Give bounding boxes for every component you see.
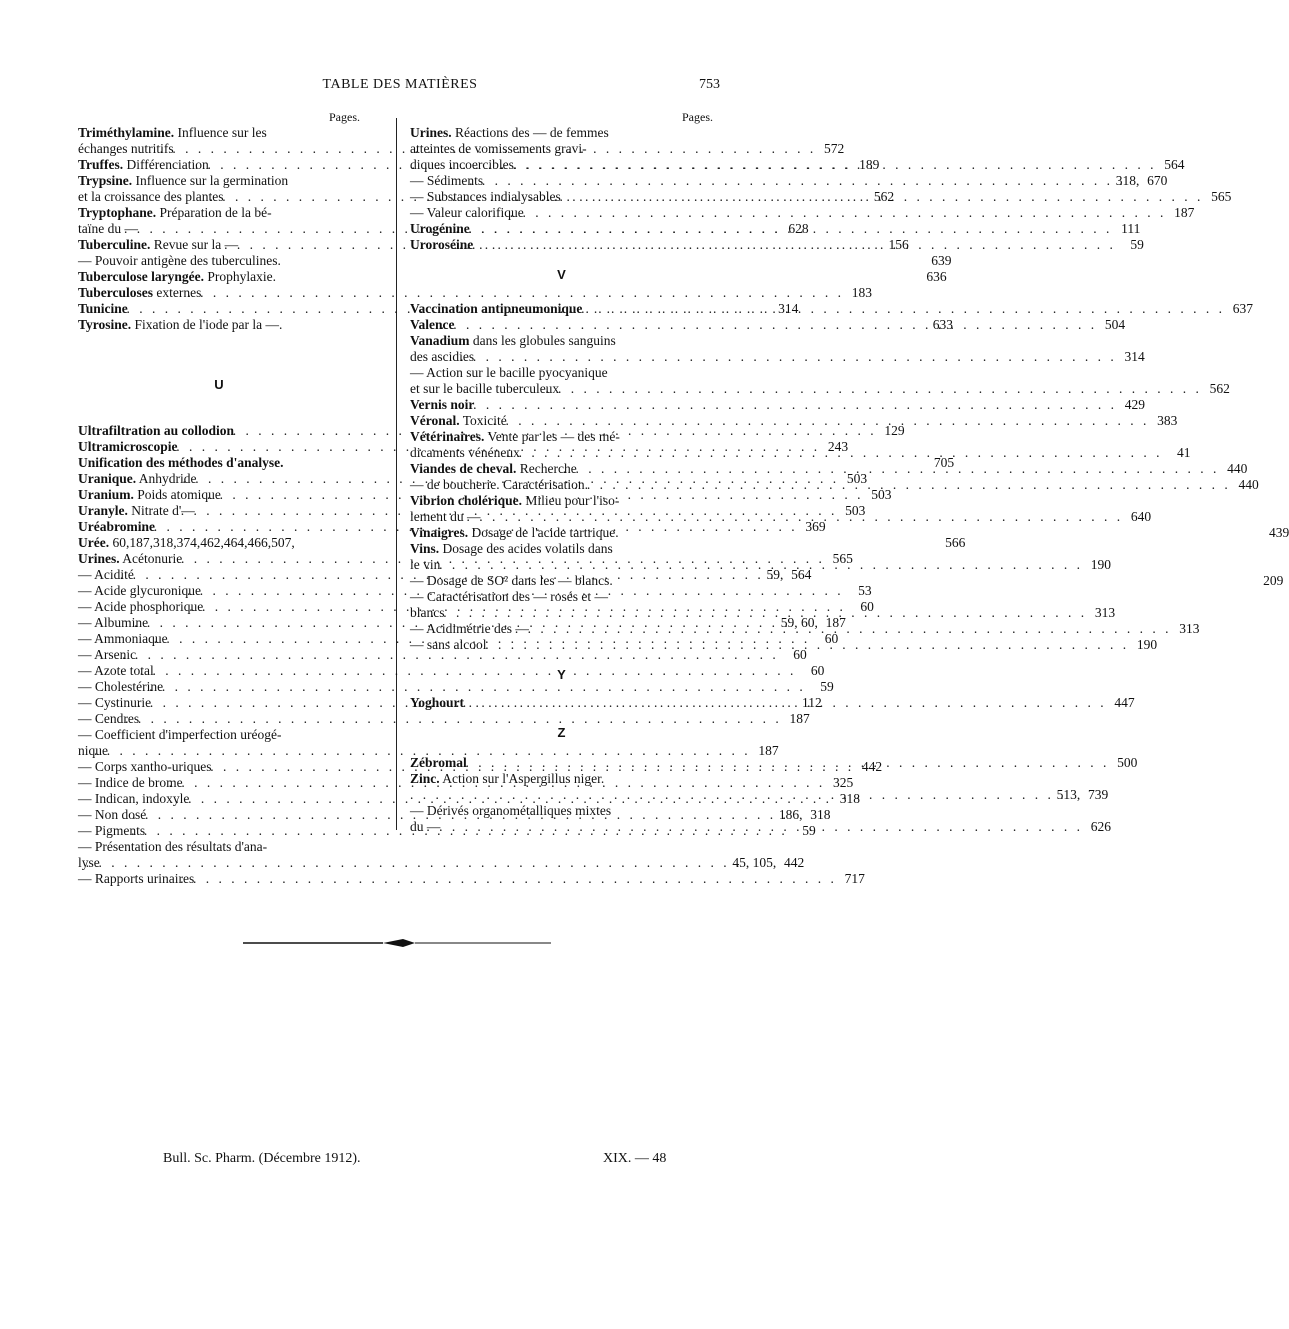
entry-line (410, 413, 1178, 429)
entry-text (78, 535, 295, 551)
entry-page-number: 313 (1094, 605, 1116, 620)
entry-subtext: Influence sur les (174, 125, 267, 140)
entry-text (78, 125, 267, 141)
entry-page-refs: 513, (1056, 787, 1081, 802)
entry-page-number: 187 (758, 743, 779, 758)
entry-page-number: 183 (851, 285, 873, 300)
entry-text (78, 237, 239, 253)
entry-subtext: Anhydride (136, 471, 197, 486)
entry-headword: Vaccination antipneumonique (410, 301, 583, 316)
entry-headword: Vibrion cholérique. (410, 493, 523, 508)
entry-text (410, 541, 613, 557)
entry-page-refs: 318, (1115, 173, 1140, 188)
entry-page-number: 429 (1124, 397, 1146, 412)
leader-dots (467, 755, 1110, 771)
entry-text (78, 173, 289, 189)
entry-line (410, 803, 713, 819)
entry-page-number: 440 (1227, 461, 1248, 476)
running-title: TABLE DES MATIÈRES (322, 77, 478, 92)
entry-line (410, 205, 1195, 221)
leader-dots (481, 509, 1124, 525)
entry-subtext: Revue sur la — (150, 237, 239, 252)
entry-subtext: — Action sur le bacille pyocyanique (410, 365, 608, 380)
entry-page-number: 705 (933, 455, 955, 470)
entry-page-number: 504 (1104, 317, 1126, 332)
entry-page-number: 564 (791, 567, 812, 582)
entry-subtext: Acétonurie (119, 551, 183, 566)
entry-line (410, 771, 713, 787)
index-entry (78, 253, 952, 269)
entry-subtext: Vente par les — des mé- (484, 429, 620, 444)
entry-line (78, 647, 807, 663)
entry-page-number: 314 (1124, 349, 1145, 364)
entry-subtext: échanges nutritifs (78, 141, 174, 156)
entry-headword: Uroroséine (410, 237, 474, 252)
entry-page-number: 59 (1130, 237, 1144, 252)
leader-dots (520, 445, 1163, 461)
entry-headword: Vanadium (410, 333, 470, 348)
entry-subtext: — Valeur calorifique (410, 205, 524, 220)
leader-dots (473, 237, 1116, 253)
entry-subtext: — Arsenic (78, 647, 137, 662)
entry-text (410, 461, 577, 477)
entry-subtext: Dosage de l'acide tartrique. (468, 525, 619, 540)
entry-page-number: 189 (859, 157, 880, 172)
index-entry (410, 365, 1230, 397)
entry-line (410, 365, 713, 381)
entry-text (410, 493, 620, 509)
entry-text (78, 269, 277, 285)
entry-subtext: — Albumine (78, 615, 149, 630)
entry-line (78, 791, 860, 807)
entry-page-number: 243 (827, 439, 849, 454)
index-entry (78, 269, 947, 285)
entry-line (78, 727, 360, 743)
entry-text (78, 871, 195, 887)
entry-page-number: 670 (1147, 173, 1168, 188)
index-entry (410, 333, 1145, 365)
entry-subtext: — de boucherie. Caractérisation. (410, 477, 589, 492)
leader-dots (529, 621, 1172, 637)
entry-page-number: 369 (805, 519, 826, 534)
entry-headword: Trypsine. (78, 173, 133, 188)
entry-line (410, 141, 713, 157)
pages-label: Pages. (682, 110, 713, 124)
entry-line (410, 381, 1230, 397)
index-entry (78, 839, 805, 871)
entry-page-number: 318 (839, 791, 860, 806)
entry-text (78, 157, 209, 173)
entry-page-number: 637 (1232, 301, 1254, 316)
section-letter-u: U (214, 377, 224, 392)
leader-dots (561, 189, 1204, 205)
entry-line (78, 855, 805, 871)
entry-headword: Tuberculose laryngée. (78, 269, 205, 284)
entry-page-number: 439 (1269, 525, 1289, 540)
entry-line (410, 349, 1145, 365)
entry-subtext: et sur le bacille tuberculeux (410, 381, 560, 396)
entry-line (78, 711, 810, 727)
index-entry (78, 791, 860, 807)
entry-page-number: 633 (932, 317, 954, 332)
entry-headword: Véronal. (410, 413, 460, 428)
section-letter-v: V (557, 267, 566, 282)
entry-subtext: Réactions des — de femmes (451, 125, 609, 140)
entry-headword: Yoghourt (410, 695, 465, 710)
entry-headword: Tryptophane. (78, 205, 157, 220)
entry-page-refs: 45, 105, (732, 855, 777, 870)
entry-subtext: — Sédiments (410, 173, 484, 188)
leader-dots (483, 173, 1126, 189)
entry-text (410, 301, 583, 317)
entry-page-number: 739 (1088, 787, 1109, 802)
entry-headword: Truffes. (78, 157, 124, 172)
leader-dots (470, 221, 1113, 237)
entry-line (78, 269, 947, 285)
entry-line (78, 839, 360, 855)
entry-subtext: blancs (410, 605, 445, 620)
section-letter-z: Z (557, 725, 566, 740)
page-header (80, 77, 720, 97)
entry-subtext: — Caractérisation des — rosés et — (410, 589, 608, 604)
entry-subtext: Recherche (516, 461, 577, 476)
entry-headword: Vernis noir (410, 397, 475, 412)
leader-dots (440, 819, 1083, 835)
entry-subtext: externes (153, 285, 202, 300)
entry-text (78, 205, 272, 221)
entry-line (78, 663, 825, 679)
index-entry (78, 647, 807, 663)
entry-headword: Viandes de cheval. (410, 461, 517, 476)
entry-text (410, 429, 620, 445)
leader-dots (559, 381, 1202, 397)
entry-subtext: — Cystinurie (78, 695, 152, 710)
entry-page-number: 565 (832, 551, 853, 566)
entry-text (410, 333, 616, 349)
entry-headword: Tuberculine. (78, 237, 151, 252)
entry-text (78, 583, 201, 599)
entry-headword: Zinc. (410, 771, 440, 786)
entry-page-number: 318 (810, 807, 831, 822)
entry-subtext: — Non dosé (78, 807, 147, 822)
entry-subtext: diques incoercibles (410, 157, 514, 172)
entry-text (78, 487, 221, 503)
entry-line (78, 285, 873, 301)
entry-subtext: lyse (78, 855, 100, 870)
entry-line (410, 173, 1168, 189)
entry-subtext: dicaments vénéneux (410, 445, 520, 460)
entry-subtext: Nitrate d'— (127, 503, 195, 518)
entry-subtext: — Substances indialysables (410, 189, 561, 204)
entry-subtext: du — (410, 819, 441, 834)
entry-page-number: 187 (789, 711, 810, 726)
entry-subtext: — Coefficient d'imperfection uréogé- (78, 727, 282, 742)
entry-line (410, 589, 713, 605)
entry-headword: Vins. (410, 541, 440, 556)
entry-page-number: 187 (825, 615, 846, 630)
entry-page-number: 636 (926, 269, 947, 284)
entry-page-number: 60 (860, 599, 874, 614)
leader-dots (487, 637, 1130, 653)
leader-dots (582, 301, 1225, 317)
entry-text (410, 589, 608, 605)
entry-subtext: — Indican, indoxyle (78, 791, 190, 806)
entry-page-number: 640 (1130, 509, 1152, 524)
index-entry (78, 711, 810, 727)
entry-subtext: — Cholestérine (78, 679, 164, 694)
entry-page-number: 53 (858, 583, 872, 598)
leader-dots (524, 205, 1167, 221)
entry-headword: Triméthylamine. (78, 125, 175, 140)
entry-text (410, 477, 589, 493)
entry-text (410, 803, 612, 819)
entry-page-number: 60 (793, 647, 807, 662)
entry-headword: Uranium. (78, 487, 134, 502)
entry-line (410, 493, 713, 509)
entry-text (410, 205, 524, 221)
entry-page-number: 626 (1090, 819, 1111, 834)
entry-headword: Unification des méthodes d'analyse. (78, 455, 284, 470)
entry-text (410, 365, 608, 381)
leader-dots (514, 157, 1157, 173)
entry-line (78, 125, 360, 141)
index-entry (410, 205, 1195, 221)
entry-headword: Urogénine (410, 221, 470, 236)
entry-headword: Vinaigres. (410, 525, 469, 540)
entry-page-number: 190 (1090, 557, 1111, 572)
entry-text (410, 525, 619, 541)
entry-page-number: 60 (810, 663, 825, 678)
entry-page-number: 41 (1176, 445, 1191, 460)
entry-page-refs: 59, 60, (780, 615, 818, 630)
entry-headword: Urines. (78, 551, 120, 566)
entry-subtext: — Présentation des résultats d'ana- (78, 839, 268, 854)
entry-page-number: 187 (1174, 205, 1195, 220)
entry-subtext: — Pigments (78, 823, 146, 838)
entry-page-number: 565 (1211, 189, 1232, 204)
entry-page-number: 111 (1121, 221, 1141, 236)
entry-subtext: Action sur l'Aspergillus niger. (439, 771, 605, 786)
entry-subtext: — Azote total (78, 663, 154, 678)
entry-page-number: 566 (945, 535, 966, 550)
entry-subtext: — Dérivés organométalliques mixtes (410, 803, 612, 818)
index-entry (78, 285, 873, 301)
entry-line (78, 253, 952, 269)
entry-text (78, 839, 268, 855)
entry-text (410, 189, 561, 205)
entry-subtext: — Cendres (78, 711, 140, 726)
entry-subtext: taïne du — (78, 221, 138, 236)
entry-text (410, 381, 560, 397)
entry-page-number: 562 (1209, 381, 1230, 396)
entry-text (78, 759, 212, 775)
entry-subtext: — Acidimétrie des — (410, 621, 529, 636)
entry-page-number: 572 (823, 141, 845, 156)
entry-headword: Ultramicroscopie (78, 439, 178, 454)
entry-subtext: des ascidies (410, 349, 475, 364)
entry-text (410, 125, 609, 141)
entry-line (78, 679, 834, 695)
entry-subtext: — Acide glycuronique (78, 583, 201, 598)
entry-page-number: 717 (844, 871, 865, 886)
index-entry (78, 727, 779, 759)
index-entry (78, 663, 825, 679)
leader-dots (474, 349, 1117, 365)
entry-text (78, 317, 283, 333)
section-letter-y: Y (557, 667, 566, 682)
leader-dots (194, 871, 837, 887)
entry-text (78, 253, 281, 269)
entry-subtext: atteintes de vomissements gravi- (410, 141, 587, 156)
entry-line (78, 871, 865, 887)
entry-headword: Zébromal (410, 755, 467, 770)
entry-subtext: — Dosage de SO² dans les — blancs. (410, 573, 613, 588)
entry-page-number: 440 (1238, 477, 1259, 492)
entry-line (78, 205, 360, 221)
leader-dots (100, 855, 743, 871)
ornament-divider (243, 933, 551, 953)
entry-subtext: — Indice de brome (78, 775, 183, 790)
entry-page-number: 112 (802, 695, 822, 710)
pages-label: Pages. (329, 110, 360, 124)
entry-subtext: Poids atomique (133, 487, 221, 502)
entry-text (78, 455, 284, 471)
entry-subtext: Fixation de l'iode par la —. (131, 317, 283, 332)
leader-dots (424, 787, 1067, 803)
index-entry (78, 679, 834, 695)
entry-page-number: 500 (1117, 755, 1138, 770)
entry-text (410, 573, 613, 589)
entry-headword: Uréabromine (78, 519, 155, 534)
entry-text (78, 599, 204, 615)
entry-line (410, 429, 713, 445)
leader-dots (440, 557, 1083, 573)
entry-headword: Urines. (410, 125, 452, 140)
entry-subtext: et la croissance des plantes (78, 189, 224, 204)
entry-page-number: 447 (1114, 695, 1135, 710)
leader-dots (464, 695, 1107, 711)
entry-subtext: dans les globules sanguins (469, 333, 616, 348)
entry-page-number: 129 (884, 423, 905, 438)
leader-dots (445, 605, 1088, 621)
entry-subtext: Différenciation (123, 157, 209, 172)
entry-subtext: — Rapports urinaires (78, 871, 195, 886)
index-entry (410, 413, 1178, 429)
entry-headword: Tuberculoses (78, 285, 154, 300)
entry-page-number: 442 (861, 759, 883, 774)
entry-subtext: lement du — (410, 509, 481, 524)
entry-subtext: — sans alcool (410, 637, 487, 652)
entry-page-number: 209 (1263, 573, 1284, 588)
entry-page-number: 156 (888, 237, 909, 252)
index-entry (78, 871, 865, 887)
entry-subtext: Dosage des acides volatils dans (439, 541, 613, 556)
page-number: 753 (699, 77, 720, 92)
entry-page-number: 383 (1157, 413, 1178, 428)
entry-page-number: 325 (832, 775, 854, 790)
entry-headword: Vétérinaires. (410, 429, 485, 444)
entry-page-refs: 59, (766, 567, 784, 582)
footer-citation: Bull. Sc. Pharm. (Décembre 1912). (163, 1151, 361, 1166)
entry-page-number: 503 (871, 487, 892, 502)
entry-page-number: 60 (824, 631, 839, 646)
entry-subtext: nique (78, 743, 108, 758)
entry-page-number: 313 (1179, 621, 1200, 636)
entry-line (410, 125, 713, 141)
entry-headword: Valence (410, 317, 455, 332)
entry-text (78, 471, 197, 487)
entry-headword: Urée. (78, 535, 110, 550)
footer-volume: XIX. — 48 (603, 1151, 667, 1166)
leader-dots (455, 317, 1098, 333)
entry-page-number: 314 (778, 301, 799, 316)
entry-line (410, 541, 713, 557)
entry-headword: Uranique. (78, 471, 137, 486)
entry-headword: Tyrosine. (78, 317, 132, 332)
entry-page-number: 562 (873, 189, 895, 204)
entry-subtext: — Acide phosphorique (78, 599, 204, 614)
entry-page-number: 639 (931, 253, 952, 268)
entry-subtext: — Ammoniaque (78, 631, 168, 646)
entry-subtext: — Corps xantho-uriques (78, 759, 212, 774)
entry-page-number: 190 (1136, 637, 1158, 652)
entry-text (410, 621, 529, 637)
entry-subtext: le vin (410, 557, 441, 572)
entry-text (78, 189, 224, 205)
entry-page-number: 564 (1164, 157, 1185, 172)
entry-line (410, 333, 713, 349)
entry-line (78, 743, 779, 759)
entry-text (78, 423, 234, 439)
entry-subtext: Milieu pour l'iso- (522, 493, 620, 508)
leader-dots (577, 461, 1220, 477)
entry-page-number: 442 (784, 855, 805, 870)
entry-headword: Uranyle. (78, 503, 128, 518)
entry-subtext: — Acidité (78, 567, 134, 582)
entry-headword: Tunicine (78, 301, 128, 316)
index-entry (410, 173, 1168, 189)
leader-dots (507, 413, 1150, 429)
entry-subtext: 60,187,318,374,462,464,466,507, (109, 535, 295, 550)
entry-text (78, 285, 202, 301)
entry-line (410, 397, 1146, 413)
entry-page-number: 628 (788, 221, 809, 236)
index-entry (410, 397, 1146, 413)
entry-subtext: — Pouvoir antigène des tuberculines. (78, 253, 281, 268)
leader-dots (588, 477, 1231, 493)
entry-text (410, 771, 605, 787)
entry-text (78, 503, 195, 519)
entry-page-number: 503 (846, 471, 868, 486)
entry-page-number: 503 (845, 503, 866, 518)
entry-subtext: Prophylaxie. (204, 269, 277, 284)
entry-text (78, 727, 282, 743)
entry-subtext: Influence sur la germination (132, 173, 289, 188)
entry-page-refs: 186, (778, 807, 803, 822)
entry-page-number: 59 (820, 679, 834, 694)
leader-dots (474, 397, 1117, 413)
entry-line (78, 173, 360, 189)
entry-subtext: Préparation de la bé- (156, 205, 272, 220)
entry-page-number: 59 (802, 823, 816, 838)
entry-headword: Ultrafiltration au collodion (78, 423, 234, 438)
entry-subtext: Toxicité (459, 413, 507, 428)
